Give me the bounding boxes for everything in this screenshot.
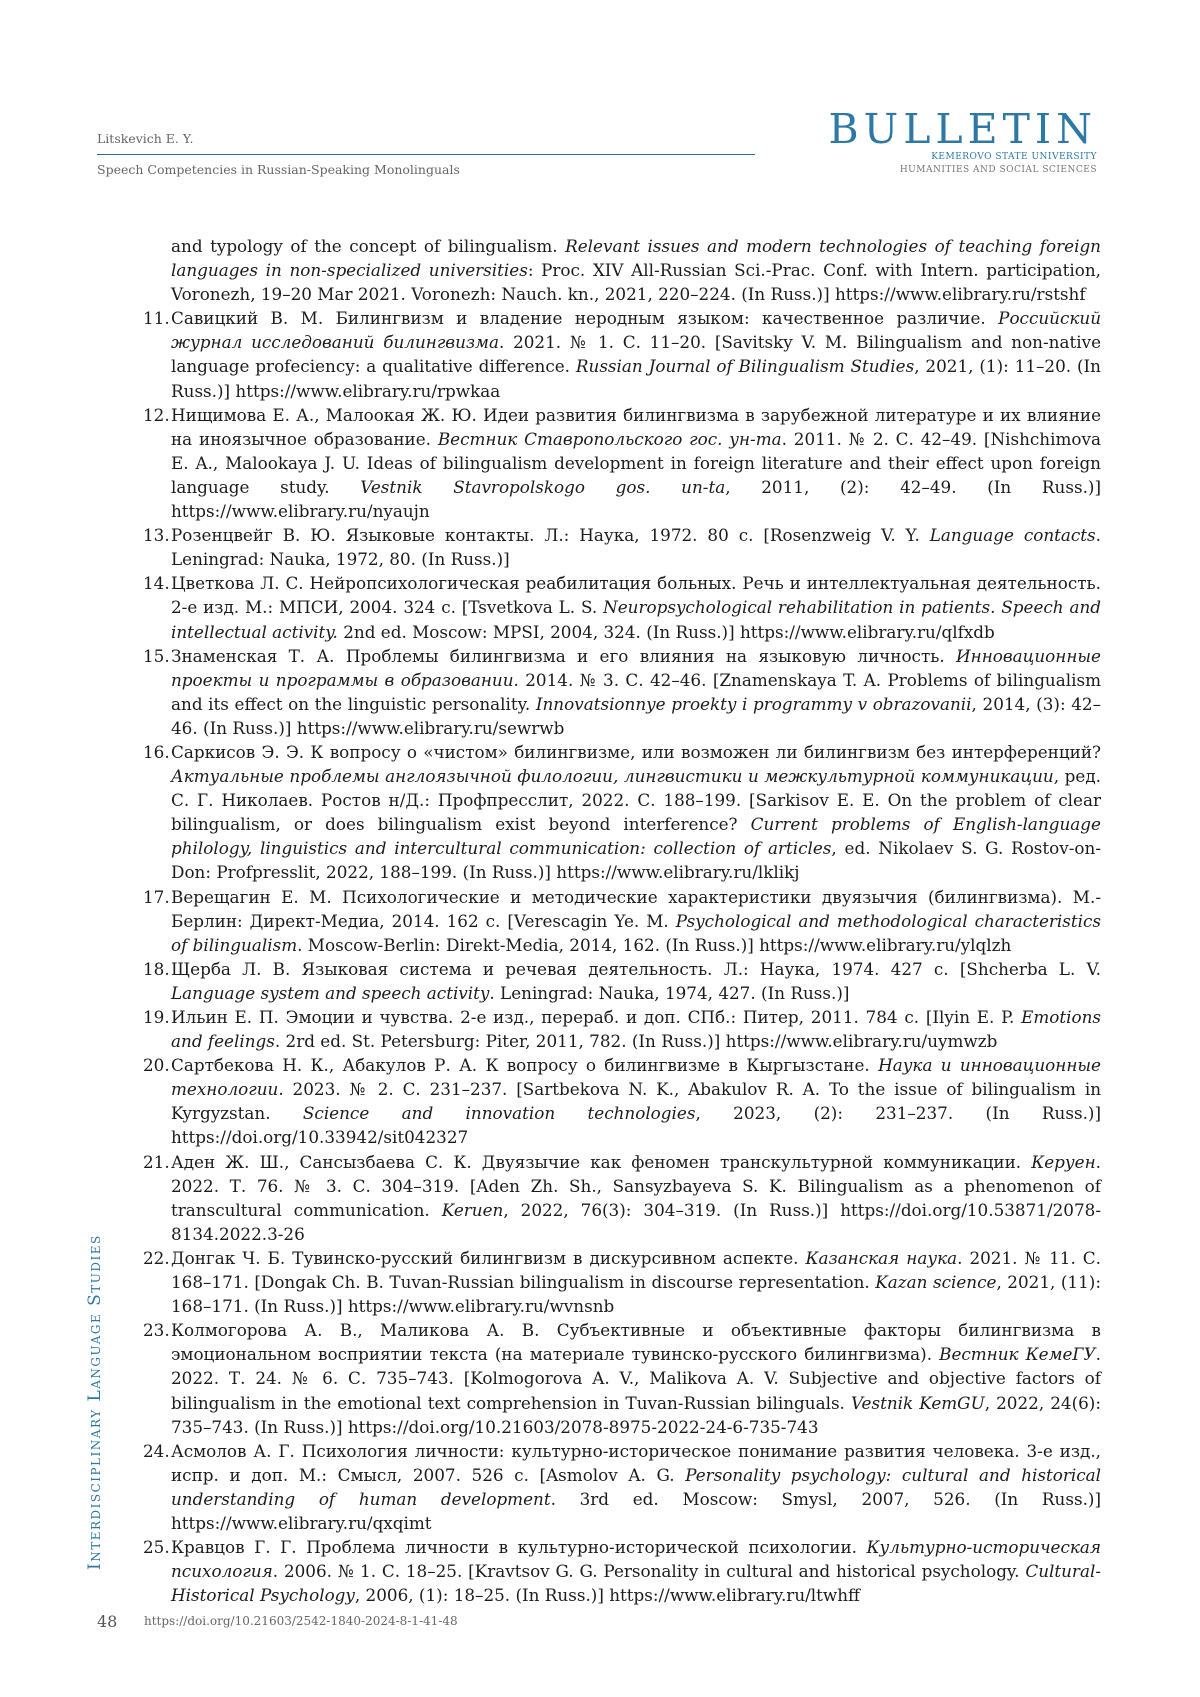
reference-item-22: 22. Донгак Ч. Б. Тувинско-русский билингвизм в дискурсивном аспекте. Казанская наука. 2021. № 11. С. 168–171. [Dongak Ch. B. Tuvan-Russian bilingualism in discourse representation. Kazan science, 2021, (11): 168–171. (In Russ.)] https://www.elibrary.ru/wvnsnb [171,1246,1101,1318]
header-divider [97,154,755,155]
reference-number: 20. [143,1053,170,1077]
reference-number: 16. [143,740,170,764]
reference-number: 19. [143,1005,170,1029]
reference-item-21: 21. Аден Ж. Ш., Сансызбаева С. К. Двуязычие как феномен транскультурной коммуникации. Керуен. 2022. Т. 76. № 3. С. 304–319. [Aden Zh. Sh., Sansyzbayeva S. K. Bilingualism as a phenomenon of transcultural communication. Keruen, 2022, 76(3): 304–319. (In Russ.)] https://doi.org/10.53871/2078-8134.2022.3-26 [171,1150,1101,1246]
journal-logo [829,107,1097,175]
reference-number: 13. [143,523,170,547]
reference-number: 12. [143,403,170,427]
reference-number: 14. [143,571,170,595]
reference-item-12: 12. Нищимова Е. А., Малоокая Ж. Ю. Идеи развития билингвизма в зарубежной литературе и их влияние на иноязычное образование. Вестник Ставропольского гос. ун-та. 2011. № 2. С. 42–49. [Nishchimova E. A., Malookaya J. U. Ideas of bilingualism development in foreign literature and their effect upon foreign language study. Vestnik Stavropolskogo gos. un-ta, 2011, (2): 42–49. (In Russ.)] https://www.elibrary.ru/nyaujn [171,403,1101,523]
running-header-author: Litskevich E. Y. [97,131,193,146]
reference-item-24: 24. Асмолов А. Г. Психология личности: культурно-историческое понимание развития человека. 3-е изд., испр. и доп. М.: Смысл, 2007. 526 с. [Asmolov A. G. Personality psychology: cultural and historical understanding of human development. 3rd ed. Moscow: Smysl, 2007, 526. (In Russ.)] https://www.elibrary.ru/qxqimt [171,1439,1101,1535]
reference-item-15: 15. Знаменская Т. А. Проблемы билингвизма и его влияния на языковую личность. Инновационные проекты и программы в образовании. 2014. № 3. С. 42–46. [Znamenskaya T. A. Problems of bilingualism and its effect on the linguistic personality. Innovatsionnye proekty i programmy v obrazovanii, 2014, (3): 42–46. (In Russ.)] https://www.elibrary.ru/sewrwb [171,644,1101,740]
logo-series: HUMANITIES AND SOCIAL SCIENCES [829,165,1097,175]
reference-number: 22. [143,1246,170,1270]
reference-item-25: 25. Кравцов Г. Г. Проблема личности в культурно-исторической психологии. Культурно-историческая психология. 2006. № 1. С. 18–25. [Kravtsov G. G. Personality in cultural and historical psychology. Cultural-Historical Psychology, 2006, (1): 18–25. (In Russ.)] https://www.elibrary.ru/ltwhff [171,1535,1101,1607]
reference-number: 21. [143,1150,170,1174]
reference-item-16: 16. Саркисов Э. Э. К вопросу о «чистом» билингвизме, или возможен ли билингвизм без интерференций? Актуальные проблемы англоязычной филологии, лингвистики и межкультурной коммуникации, ред. С. Г. Николаев. Ростов н/Д.: Профпресслит, 2022. С. 188–199. [Sarkisov E. E. On the problem of clear bilingualism, or does bilingualism exist beyond interference? Current problems of English-language philology, linguistics and intercultural communication: collection of articles, ed. Nikolaev S. G. Rostov-on-Don: Profpresslit, 2022, 188–199. (In Russ.)] https://www.elibrary.ru/lklikj [171,740,1101,885]
reference-number: 25. [143,1535,170,1559]
reference-number: 23. [143,1318,170,1342]
reference-number: 24. [143,1439,170,1463]
article-doi[interactable]: https://doi.org/10.21603/2542-1840-2024-8-1-41-48 [144,1614,458,1628]
logo-university: KEMEROVO STATE UNIVERSITY [829,152,1097,162]
reference-item-17: 17. Верещагин Е. М. Психологические и методические характеристики двуязычия (билингвизма). М.-Берлин: Директ-Медиа, 2014. 162 с. [Verescagin Ye. M. Psychological and methodological characteristics of bilingualism. Moscow-Berlin: Direkt-Media, 2014, 162. (In Russ.)] https://www.elibrary.ru/ylqlzh [171,885,1101,957]
reference-item-20: 20. Сартбекова Н. К., Абакулов Р. А. К вопросу о билингвизме в Кыргызстане. Наука и инновационные технологии. 2023. № 2. С. 231–237. [Sartbekova N. K., Abakulov R. A. To the issue of bilingualism in Kyrgyzstan. Science and innovation technologies, 2023, (2): 231–237. (In Russ.)] https://doi.org/10.33942/sit042327 [171,1053,1101,1149]
reference-number: 15. [143,644,170,668]
reference-item-19: 19. Ильин Е. П. Эмоции и чувства. 2-е изд., перераб. и доп. СПб.: Питер, 2011. 784 с. [Ilyin E. P. Emotions and feelings. 2rd ed. St. Petersburg: Piter, 2011, 782. (In Russ.)] https://www.elibrary.ru/uymwzb [171,1005,1101,1053]
reference-number: 18. [143,957,170,981]
reference-number: 17. [143,885,170,909]
reference-list [171,234,1101,1607]
reference-item-11: 11. Савицкий В. М. Билингвизм и владение неродным языком: качественное различие. Российский журнал исследований билингвизма. 2021. № 1. С. 11–20. [Savitsky V. M. Bilingualism and non-native language profeciency: a qualitative difference. Russian Journal of Bilingualism Studies, 2021, (1): 11–20. (In Russ.)] https://www.elibrary.ru/rpwkaa [171,306,1101,402]
reference-number: 11. [143,306,170,330]
section-side-label: Interdisciplinary Language Studies [85,1234,105,1570]
logo-title: BULLETIN [829,107,1097,151]
reference-item-14: 14. Цветкова Л. С. Нейропсихологическая реабилитация больных. Речь и интеллектуальная деятельность. 2-е изд. М.: МПСИ, 2004. 324 с. [Tsvetkova L. S. Neuropsychological rehabilitation in patients. Speech and intellectual activity. 2nd ed. Moscow: MPSI, 2004, 324. (In Russ.)] https://www.elibrary.ru/qlfxdb [171,571,1101,643]
reference-item-18: 18. Щерба Л. В. Языковая система и речевая деятельность. Л.: Наука, 1974. 427 с. [Shcherba L. V. Language system and speech activity. Leningrad: Nauka, 1974, 427. (In Russ.)] [171,957,1101,1005]
reference-item-13: 13. Розенцвейг В. Ю. Языковые контакты. Л.: Наука, 1972. 80 с. [Rosenzweig V. Y. Language contacts. Leningrad: Nauka, 1972, 80. (In Russ.)] [171,523,1101,571]
page-number: 48 [97,1612,117,1631]
reference-item-10: and typology of the concept of bilingualism. Relevant issues and modern technologies of teaching foreign languages in non-specialized universities: Proc. XIV All-Russian Sci.-Prac. Conf. with Intern. participation, Voronezh, 19–20 Mar 2021. Voronezh: Nauch. kn., 2021, 220–224. (In Russ.)] https://www.elibrary.ru/rstshf [171,234,1101,306]
reference-item-23: 23. Колмогорова А. В., Маликова А. В. Субъективные и объективные факторы билингвизма в эмоциональном восприятии текста (на материале тувинско-русского билингвизма). Вестник КемеГУ. 2022. Т. 24. № 6. С. 735–743. [Kolmogorova A. V., Malikova A. V. Subjective and objective factors of bilingualism in the emotional text comprehension in Tuvan-Russian bilinguals. Vestnik KemGU, 2022, 24(6): 735–743. (In Russ.)] https://doi.org/10.21603/2078-8975-2022-24-6-735-743 [171,1318,1101,1438]
running-header-title: Speech Competencies in Russian-Speaking Monolinguals [97,162,460,177]
